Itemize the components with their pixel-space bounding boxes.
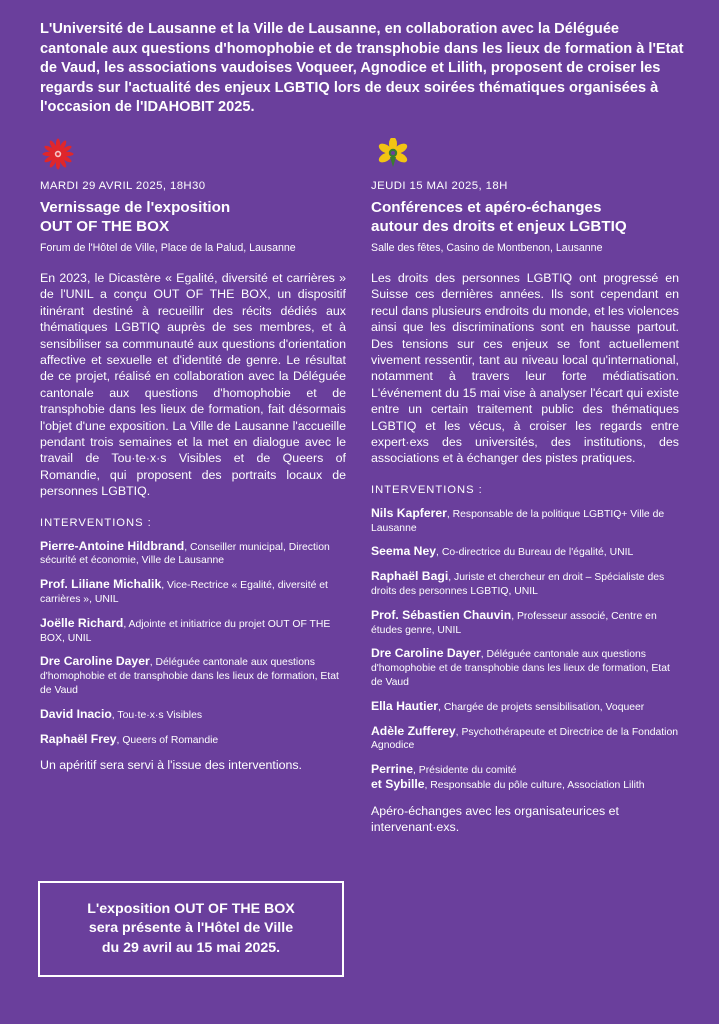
speaker-role: , Juriste et chercheur en droit – Spécialiste des droits des personnes LGBTIQ, UNIL <box>371 572 665 598</box>
speaker-name: Adèle Zufferey <box>371 723 456 738</box>
callout-line-3: du 29 avril au 15 mai 2025. <box>101 939 281 956</box>
speaker-item <box>40 617 346 646</box>
speaker-role: , Co-directrice du Bureau de l'égalité, UNIL <box>436 547 634 559</box>
exhibition-callout-box <box>38 881 344 977</box>
speaker-name: Prof. Sébastien Chauvin <box>371 607 512 622</box>
speaker-role: , Responsable de la politique LGBTIQ+ Ville de Lausanne <box>371 508 665 534</box>
speaker-item <box>371 763 679 793</box>
speaker-item <box>40 708 346 723</box>
callout-line-1: L'exposition OUT OF THE BOX <box>87 900 295 917</box>
speaker-name: Seema Ney <box>371 544 437 559</box>
speaker-name: Perrine <box>371 762 414 777</box>
event-description: En 2023, le Dicastère « Egalité, diversité et carrières » de l'UNIL a conçu OUT OF THE BOX, un dispositif itinérant destiné à recueillir des récits dédiés aux thématiques LGBTIQ auprès de ses membres, et à sensibiliser sa communauté aux questions d'orientation affective et sexuelle et d'identité de genre. Le résultat de ce projet, réalisé en collaboration avec la Déléguée cantonale aux questions d'homophobie et de transphobie dans les lieux de formation, fait désormais l'objet d'une exposition. La Ville de Lausanne l'accueille pendant trois semaines et la met en dialogue avec le travail de Tou·te·x·s Visibles et de Queers of Romandie, qui proposent des portraits locaux de personnes LGBTIQ. <box>40 271 346 499</box>
event-column-vernissage <box>40 138 346 774</box>
speaker-role: , Chargée de projets sensibilisation, Voqueer <box>438 701 645 713</box>
speaker-item <box>40 578 346 607</box>
event-title-line-2: OUT OF THE BOX <box>40 218 170 235</box>
speaker-item <box>371 647 679 689</box>
speaker-item <box>40 655 346 697</box>
speaker-role: , Conseiller municipal, Direction sécurité et économie, Ville de Lausanne <box>40 541 330 567</box>
speaker-role: , Déléguée cantonale aux questions d'homophobie et de transphobie dans les lieux de formation, Etat de Vaud <box>40 657 339 697</box>
speaker-item <box>40 540 346 569</box>
speaker-name: Pierre-Antoine Hildbrand <box>40 538 185 553</box>
event-date: MARDI 29 AVRIL 2025, 18H30 <box>40 180 206 192</box>
speaker-item <box>371 507 679 536</box>
speaker-role: , Psychothérapeute et Directrice de la Fondation Agnodice <box>371 726 679 752</box>
speaker-role: , Queers of Romandie <box>116 734 219 746</box>
speaker-name: Prof. Liliane Michalik <box>40 577 162 592</box>
speaker-role: , Vice-Rectrice « Egalité, diversité et carrières », UNIL <box>40 580 328 606</box>
speaker-list <box>40 540 346 748</box>
speaker-role: , Présidente du comité <box>413 765 517 777</box>
callout-line-2: sera présente à l'Hôtel de Ville <box>88 920 294 937</box>
intro-paragraph: L'Université de Lausanne et la Ville de Lausanne, en collaboration avec la Déléguée cantonale aux questions d'homophobie et de transphobie dans les lieux de formation à l'Etat de Vaud, les associations vaudoises Voqueer, Agnodice et Lilith, proposent de croiser les regards sur l'actualité des enjeux LGBTIQ lors de deux soirées thématiques organisées à l'occasion de l'IDAHOBIT 2025. <box>40 21 684 116</box>
event-title-line-1: Vernissage de l'exposition <box>40 199 231 216</box>
speaker-item <box>371 700 679 715</box>
speaker-item <box>371 570 679 599</box>
speaker-item <box>40 733 346 748</box>
speaker-name: Raphaël Frey <box>40 731 117 746</box>
event-venue: Salle des fêtes, Casino de Montbenon, Lausanne <box>371 242 603 254</box>
speaker-role: , Responsable du pôle culture, Association Lilith <box>424 780 645 792</box>
speaker-name: Ella Hautier <box>371 698 439 713</box>
red-flower-icon <box>40 138 346 170</box>
speaker-role: , Professeur associé, Centre en études genre, UNIL <box>371 610 657 636</box>
speaker-name: David Inacio <box>40 706 112 721</box>
speaker-item <box>371 609 679 638</box>
closing-note: Apéro-échanges avec les organisateurices et intervenant·exs. <box>371 803 619 835</box>
event-title <box>40 198 346 236</box>
speaker-item <box>371 725 679 754</box>
speaker-name: Dre Caroline Dayer <box>371 646 481 661</box>
speaker-name: Joëlle Richard <box>40 615 124 630</box>
speaker-item <box>371 545 679 560</box>
speaker-role: , Déléguée cantonale aux questions d'homophobie et de transphobie dans les lieux de formation, Etat de Vaud <box>371 649 670 689</box>
event-venue: Forum de l'Hôtel de Ville, Place de la Palud, Lausanne <box>40 242 296 254</box>
event-title <box>371 198 679 236</box>
event-title-line-2: autour des droits et enjeux LGBTIQ <box>371 218 627 235</box>
interventions-heading: INTERVENTIONS : <box>371 483 483 496</box>
event-title-line-1: Conférences et apéro-échanges <box>371 199 602 216</box>
speaker-name: Nils Kapferer <box>371 505 447 520</box>
interventions-heading: INTERVENTIONS : <box>40 516 152 529</box>
speaker-name: Raphaël Bagi <box>371 569 449 584</box>
yellow-flower-icon <box>371 138 679 170</box>
speaker-role: , Adjointe et initiatrice du projet OUT OF THE BOX, UNIL <box>40 618 331 644</box>
speaker-name: et Sybille <box>371 777 425 792</box>
closing-note: Un apéritif sera servi à l'issue des interventions. <box>40 758 303 773</box>
event-column-conferences <box>371 138 679 836</box>
event-description: Les droits des personnes LGBTIQ ont progressé en Suisse ces dernières années. Ils sont cependant en recul dans plusieurs endroits du monde, et les violences ainsi que les discriminations sont en hausse partout. Des tensions sur ces enjeux se font actuellement vivement ressentir, tant au niveau local qu'international, notamment à travers leur forte médiatisation. L'événement du 15 mai vise à analyser l'écart qui existe entre un certain traitement public des thématiques LGBTIQ et les vécus, à croiser les regards entre expert·exs des universités, des institutions, des associations et à échanger des pistes pratiques. <box>371 271 679 466</box>
event-date: JEUDI 15 MAI 2025, 18H <box>371 180 508 192</box>
speaker-role: , Tou·te·x·s Visibles <box>111 709 203 721</box>
speaker-name: Dre Caroline Dayer <box>40 654 150 669</box>
speaker-list <box>371 507 679 793</box>
